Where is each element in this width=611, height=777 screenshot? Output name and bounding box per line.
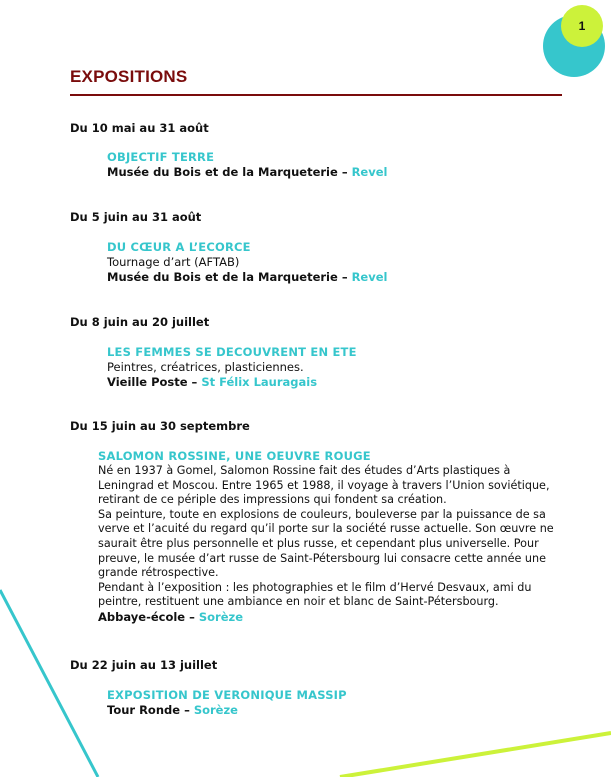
event-date: Du 5 juin au 31 août: [70, 210, 202, 224]
event-title: SALOMON ROSSINE, UNE OEUVRE ROUGE: [98, 449, 371, 463]
page-title: EXPOSITIONS: [70, 67, 188, 86]
event-town: Revel: [351, 165, 388, 179]
event-location: [107, 375, 357, 390]
event-town: Sorèze: [198, 609, 244, 624]
event-title: DU CŒUR A L’ECORCE: [107, 240, 251, 254]
event-block: [107, 688, 347, 718]
venue-separator: –: [337, 270, 352, 284]
event-location: [98, 610, 568, 625]
event-date: Du 22 juin au 13 juillet: [70, 658, 218, 672]
description-paragraph: Sa peinture, toute en explosions de couleurs, bouleverse par la puissance de sa verve et l’acuité du regard qu’il porte sur la société russe actuelle. Son œuvre ne saurait être plus personnelle et plus russe, et cependant plus universelle. Pour preuve, le musée d’art russe de Saint-Pétersbourg lui consacre cette année une grande rétrospective.: [98, 507, 554, 580]
lime-diagonal-line: [340, 733, 611, 777]
teal-diagonal-line: [0, 590, 98, 777]
event-block: [107, 240, 387, 285]
event-date: Du 8 juin au 20 juillet: [70, 315, 210, 329]
event-subtitle: Tournage d’art (AFTAB): [107, 255, 240, 269]
event-town: Revel: [351, 270, 388, 284]
event-subtitle: Peintres, créatrices, plasticiennes.: [107, 360, 304, 374]
title-underline: [70, 94, 562, 96]
event-date: Du 10 mai au 31 août: [70, 121, 209, 135]
venue-separator: –: [337, 165, 352, 179]
event-title: EXPOSITION DE VERONIQUE MASSIP: [107, 688, 347, 702]
event-title: OBJECTIF TERRE: [107, 150, 215, 164]
event-venue: Vieille Poste: [107, 375, 188, 389]
event-venue: Musée du Bois et de la Marqueterie: [107, 165, 338, 179]
event-venue: Musée du Bois et de la Marqueterie: [107, 270, 338, 284]
event-block: [98, 449, 568, 625]
event-block: [107, 150, 387, 180]
event-location: [107, 165, 387, 180]
event-location: [107, 270, 387, 285]
venue-separator: –: [185, 609, 199, 624]
event-town: St Félix Lauragais: [201, 375, 318, 389]
event-location: [107, 703, 347, 718]
event-block: [107, 345, 357, 390]
event-town: Sorèze: [193, 703, 238, 717]
venue-separator: –: [180, 703, 194, 717]
event-title: LES FEMMES SE DECOUVRENT EN ETE: [107, 345, 357, 359]
venue-separator: –: [187, 375, 202, 389]
description-paragraph: Pendant à l’exposition : les photographies et le film d’Hervé Desvaux, ami du peintre, restituent une ambiance en noir et blanc de Saint-Pétersbourg.: [98, 580, 532, 609]
event-date: Du 15 juin au 30 septembre: [70, 419, 250, 433]
event-venue: Tour Ronde: [107, 703, 181, 717]
description-paragraph: Né en 1937 à Gomel, Salomon Rossine fait des études d’Arts plastiques à Leningrad et Moscou. Entre 1965 et 1988, il voyage à travers l’Union soviétique, retirant de ce périple des impressions qui fondent sa création.: [98, 464, 550, 507]
page-number: 1: [578, 19, 586, 33]
event-venue: Abbaye-école: [98, 609, 186, 624]
event-description: [98, 464, 568, 610]
